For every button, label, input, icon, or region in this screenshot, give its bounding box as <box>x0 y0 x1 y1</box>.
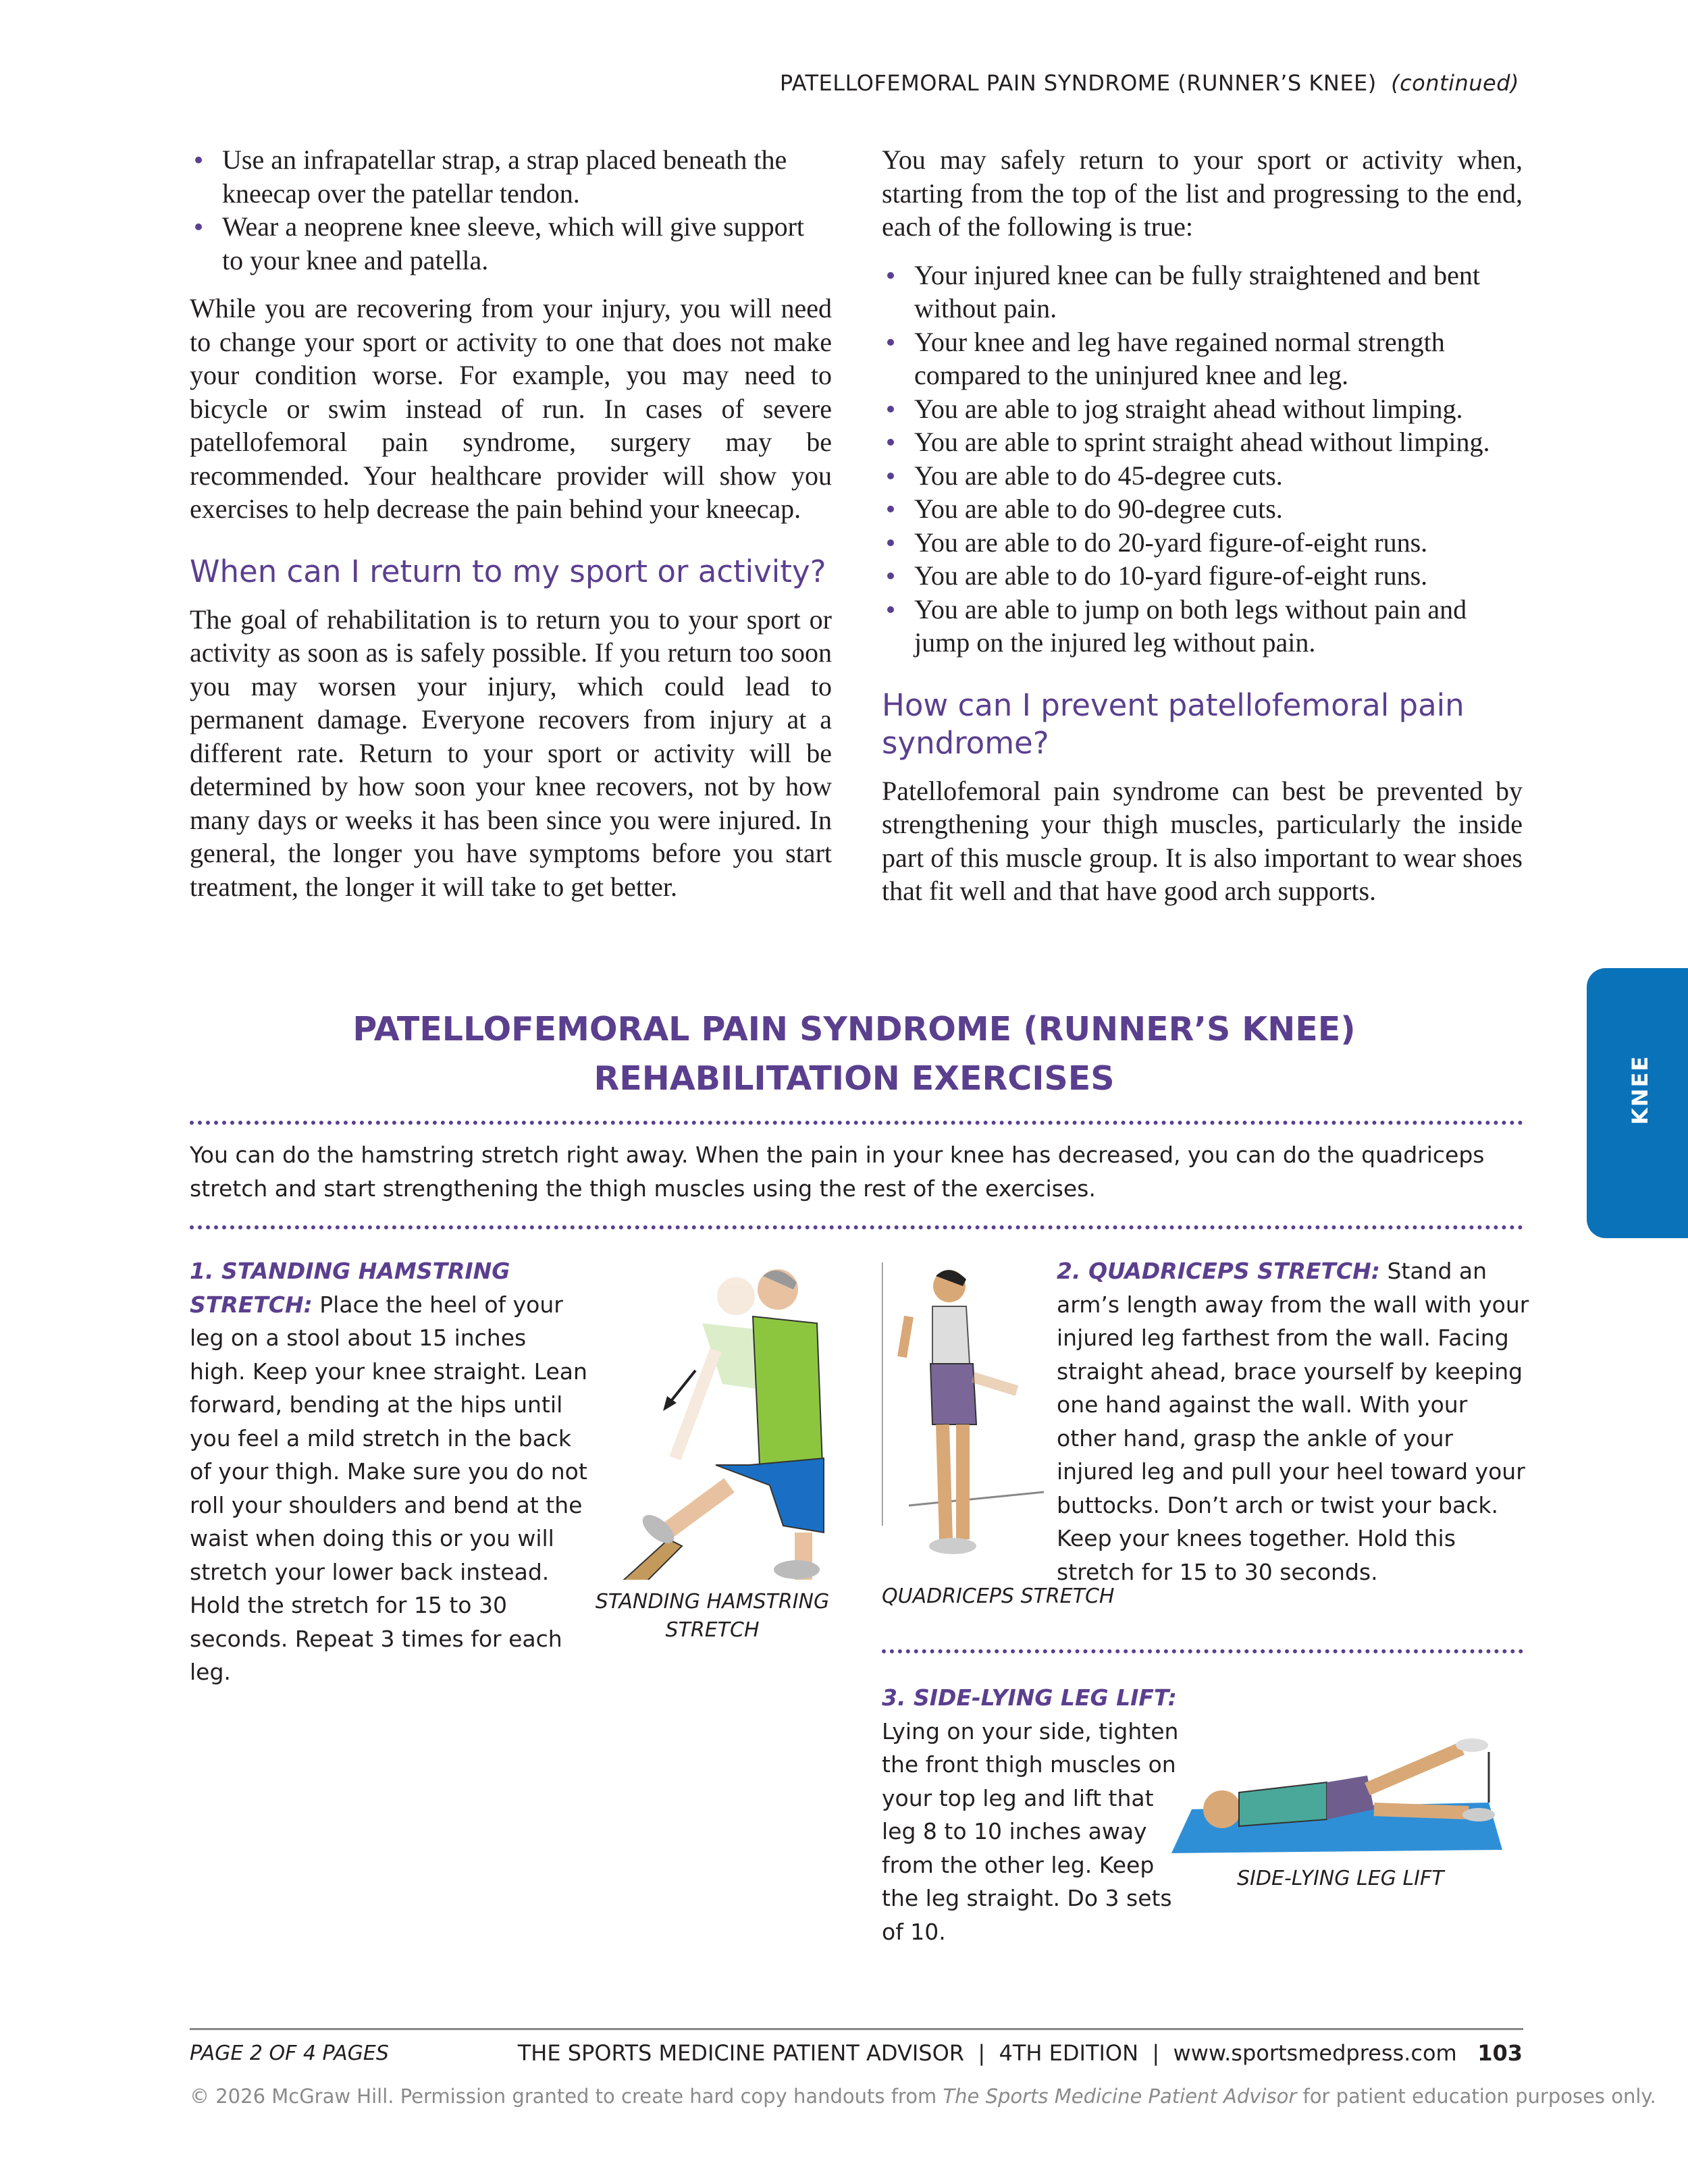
list-item: You are able to do 45-degree cuts. <box>882 459 1523 493</box>
section-tab-knee[interactable] <box>1587 968 1688 1238</box>
title-line-2: REHABILITATION EXERCISES <box>594 1059 1115 1098</box>
list-item: Your injured knee can be fully straightened and bent without pain. <box>882 259 1523 325</box>
side-lying-leg-lift-illustration <box>1171 1735 1509 1857</box>
website-link[interactable]: www.sportsmedpress.com <box>1173 2040 1457 2066</box>
list-item: You are able to do 10-yard figure-of-eight runs. <box>882 559 1523 593</box>
left-column <box>190 143 832 918</box>
bullet-list <box>190 143 832 277</box>
list-item: Wear a neoprene knee sleeve, which will give support to your knee and patella. <box>190 210 832 277</box>
exercise-text: Lying on your side, tighten the front thigh muscles on your top leg and lift that leg 8 to 10 inches away from the other leg. Keep the leg straight. Do 3 sets of 10. <box>882 1717 1179 1945</box>
list-item: You are able to sprint straight ahead without limping. <box>882 425 1523 459</box>
tab-label: KNEE <box>1627 1055 1653 1125</box>
divider <box>882 1649 1523 1653</box>
page-number: 103 <box>1477 2040 1523 2066</box>
list-item: Use an infrapatellar strap, a strap placed beneath the kneecap over the patellar tendon. <box>190 143 832 210</box>
section-heading: When can I return to my sport or activity? <box>190 553 826 589</box>
book-title: THE SPORTS MEDICINE PATIENT ADVISOR <box>517 2040 965 2066</box>
exercise-1 <box>190 1254 588 1689</box>
exercise-label: 1. STANDING HAMSTRING STRETCH: <box>190 1258 510 1318</box>
title-line-1: PATELLOFEMORAL PAIN SYNDROME (RUNNER’S KNEE) <box>352 1010 1356 1048</box>
paragraph: While you are recovering from your injury, you will need to change your sport or activity to one that does not make your condition worse. For example, you may need to bicycle or swim instead of run. In cases of severe patellofemoral pain syndrome, surgery may be recommended. Your healthcare provider will show you exercises to help decrease the pain behind your kneecap. <box>190 293 832 524</box>
caption: STANDING HAMSTRING STRETCH <box>595 1590 830 1642</box>
copyright-book-title: The Sports Medicine Patient Advisor <box>943 2085 1297 2108</box>
copyright-text: © 2026 McGraw Hill. Permission granted to create hard copy handouts from <box>190 2085 943 2108</box>
paragraph: Patellofemoral pain syndrome can best be prevented by strengthening your thigh muscles, particularly the inside part of this muscle group. It is also important to wear shoes that fit well and that have good arch supports. <box>882 775 1523 906</box>
list-item: Your knee and leg have regained normal strength compared to the uninjured knee and leg. <box>882 325 1523 392</box>
quadriceps-stretch-illustration <box>882 1262 1057 1560</box>
paragraph: The goal of rehabilitation is to return you to your sport or activity as soon as is safely possible. If you return too soon you may worsen your injury, which could lead to permanent damage. Everyone recovers from injury at a different rate. Return to your sport or activity will be determined by how soon your knee recovers, not by how many days or weeks it has been since you were injured. In general, the longer you have symptoms before you start treatment, the longer it will take to get better. <box>190 604 832 902</box>
header-continued: (continued) <box>1391 70 1519 96</box>
hamstring-stretch-illustration <box>601 1262 830 1580</box>
list-item: You are able to do 20-yard figure-of-eight runs. <box>882 526 1523 560</box>
page-count: PAGE 2 OF 4 PAGES <box>190 2042 389 2065</box>
exercise-label: 2. QUADRICEPS STRETCH: <box>1057 1258 1380 1284</box>
running-header <box>780 70 1519 96</box>
edition: 4TH EDITION <box>999 2040 1139 2066</box>
footer-rule <box>190 2028 1523 2030</box>
section-heading: How can I prevent patellofemoral pain syndrome? <box>882 687 1465 761</box>
divider <box>190 1225 1523 1229</box>
exercise-2 <box>1057 1254 1529 1589</box>
divider <box>190 1121 1523 1125</box>
right-column <box>882 143 1523 923</box>
copyright-text: for patient education purposes only. <box>1296 2085 1656 2108</box>
list-item: You are able to jog straight ahead without limping. <box>882 392 1523 426</box>
paragraph: You may safely return to your sport or activity when, starting from the top of the list and progressing to the end, each of the following is true: <box>882 144 1523 242</box>
exercises-intro: You can do the hamstring stretch right away. When the pain in your knee has decreased, you can do the quadriceps stretch and start strengthening the thigh muscles using the rest of the exercises. <box>190 1142 1485 1202</box>
exercise-text: Stand an arm’s length away from the wall with your injured leg farthest from the wall. Facing straight ahead, brace yourself by keeping one hand against the wall. With your other hand, grasp the ankle of your injured leg and pull your heel toward your buttocks. Don’t arch or twist your back. Keep your knees together. Hold this stretch for 15 to 30 seconds. <box>1057 1258 1529 1585</box>
exercise-3 <box>882 1681 1179 1948</box>
copyright <box>190 2085 1656 2108</box>
exercise-label: 3. SIDE-LYING LEG LIFT: <box>882 1684 1177 1711</box>
caption: QUADRICEPS STRETCH <box>882 1584 1115 1608</box>
exercise-text: Place the heel of your leg on a stool about 15 inches high. Keep your knee straight. Lean forward, bending at the hips until you feel a mild stretch in the back of your thigh. Make sure you do not roll your shoulders and bend at the waist when doing this or you will stretch your lower back instead. Hold the stretch for 15 to 30 seconds. Repeat 3 times for each leg. <box>190 1291 587 1685</box>
header-title: PATELLOFEMORAL PAIN SYNDROME (RUNNER’S KNEE) <box>779 70 1377 96</box>
criteria-list <box>882 259 1523 660</box>
list-item: You are able to jump on both legs without pain and jump on the injured leg without pain. <box>882 593 1523 660</box>
caption: SIDE-LYING LEG LIFT <box>1237 1867 1444 1890</box>
footer-info: THE SPORTS MEDICINE PATIENT ADVISOR | 4TH EDITION | www.sportsmedpress.com 103 <box>517 2040 1523 2066</box>
list-item: You are able to do 90-degree cuts. <box>882 492 1523 526</box>
exercises-title <box>0 1005 1688 1103</box>
